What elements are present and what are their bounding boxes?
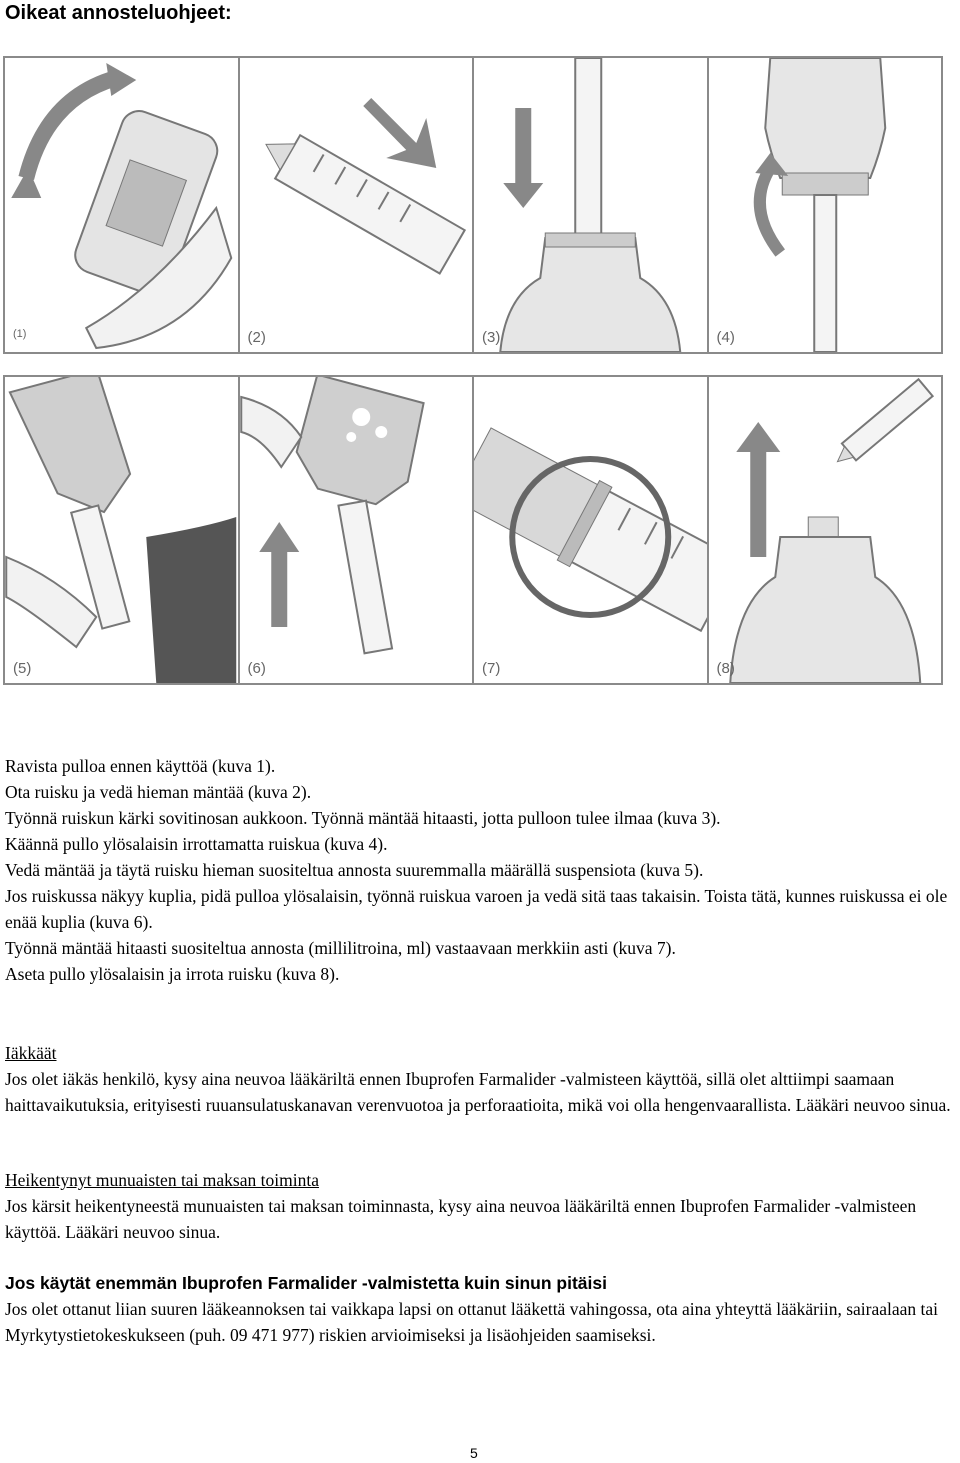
figure-panel-4 <box>709 58 942 352</box>
page-number: 5 <box>470 1445 478 1461</box>
figure-panel-8 <box>709 377 942 683</box>
kidney-liver-section <box>5 1167 955 1245</box>
figure-row-1 <box>3 56 943 354</box>
kidney-liver-heading: Heikentynyt munuaisten tai maksan toiminta <box>5 1170 319 1190</box>
figure-label-2: (2) <box>247 329 266 346</box>
figure-label-7: (7) <box>482 660 501 677</box>
instruction-step-4: Käännä pullo ylösalaisin irrottamatta ruiskua (kuva 4). <box>5 834 388 854</box>
figure-panel-7 <box>474 377 709 683</box>
draw-suspension-illustration <box>5 377 238 683</box>
turn-bottle-illustration <box>709 58 942 352</box>
figure-panel-6 <box>240 377 475 683</box>
shake-bottle-illustration <box>5 58 238 352</box>
elderly-heading: Iäkkäät <box>5 1043 57 1063</box>
figure-label-8: (8) <box>716 660 735 677</box>
overdose-body: Jos olet ottanut liian suuren lääkeannoksen tai vaikkapa lapsi on ottanut lääkettä vahingossa, ota aina yhteyttä lääkäriin, sairaalaan tai Myrkytystietokeskukseen (puh. 09 471 977) riskien arvioimiseksi ja lisäohjeiden saamiseksi. <box>5 1299 939 1345</box>
overdose-section <box>5 1270 955 1348</box>
instruction-step-7: Työnnä mäntää hitaasti suositeltua annosta (millilitroina, ml) vastaavaan merkkiin asti (kuva 7). <box>5 938 676 958</box>
figure-label-5: (5) <box>13 660 32 677</box>
figure-panel-2 <box>240 58 475 352</box>
elderly-body: Jos olet iäkäs henkilö, kysy aina neuvoa lääkäriltä ennen Ibuprofen Farmalider -valmisteen käyttöä, sillä olet alttiimpi saamaan haittavaikutuksia, erityisesti ruuansulatuskanavan verenvuotoa ja perforaatioita, mikä voi olla hengenvaarallista. Lääkäri neuvoo sinua. <box>5 1069 951 1115</box>
syringe-plunger-illustration <box>240 58 473 352</box>
figure-panel-3 <box>474 58 709 352</box>
remove-bubbles-illustration <box>240 377 473 683</box>
figure-label-6: (6) <box>247 660 266 677</box>
figure-label-4: (4) <box>716 329 735 346</box>
figure-label-1: (1) <box>13 328 27 340</box>
instruction-list <box>5 753 955 987</box>
instruction-step-6: Jos ruiskussa näkyy kuplia, pidä pulloa ylösalaisin, työnnä ruiskua varoen ja vedä sitä taas takaisin. Toista tätä, kunnes ruiskussa ei ole enää kuplia (kuva 6). <box>5 886 948 932</box>
instruction-step-5: Vedä mäntää ja täytä ruisku hieman suositeltua annosta suuremmalla määrällä suspensiota (kuva 5). <box>5 860 704 880</box>
figure-label-3: (3) <box>482 329 501 346</box>
elderly-section <box>5 1040 955 1118</box>
page-title: Oikeat annosteluohjeet: <box>5 2 232 24</box>
remove-syringe-illustration <box>709 377 942 683</box>
instruction-step-2: Ota ruisku ja vedä hieman mäntää (kuva 2). <box>5 782 312 802</box>
overdose-heading: Jos käytät enemmän Ibuprofen Farmalider -valmistetta kuin sinun pitäisi <box>5 1273 607 1293</box>
figure-panel-1 <box>5 58 240 352</box>
dose-mark-illustration <box>474 377 707 683</box>
figure-panel-5 <box>5 377 240 683</box>
figure-row-2 <box>3 375 943 685</box>
insert-syringe-illustration <box>474 58 707 352</box>
instruction-step-3: Työnnä ruiskun kärki sovitinosan aukkoon. Työnnä mäntää hitaasti, jotta pulloon tulee ilmaa (kuva 3). <box>5 808 721 828</box>
instruction-step-1: Ravista pulloa ennen käyttöä (kuva 1). <box>5 756 276 776</box>
kidney-liver-body: Jos kärsit heikentyneestä munuaisten tai maksan toiminnasta, kysy aina neuvoa lääkäriltä ennen Ibuprofen Farmalider -valmisteen käyttöä. Lääkäri neuvoo sinua. <box>5 1196 917 1242</box>
instruction-step-8: Aseta pullo ylösalaisin ja irrota ruisku (kuva 8). <box>5 964 340 984</box>
